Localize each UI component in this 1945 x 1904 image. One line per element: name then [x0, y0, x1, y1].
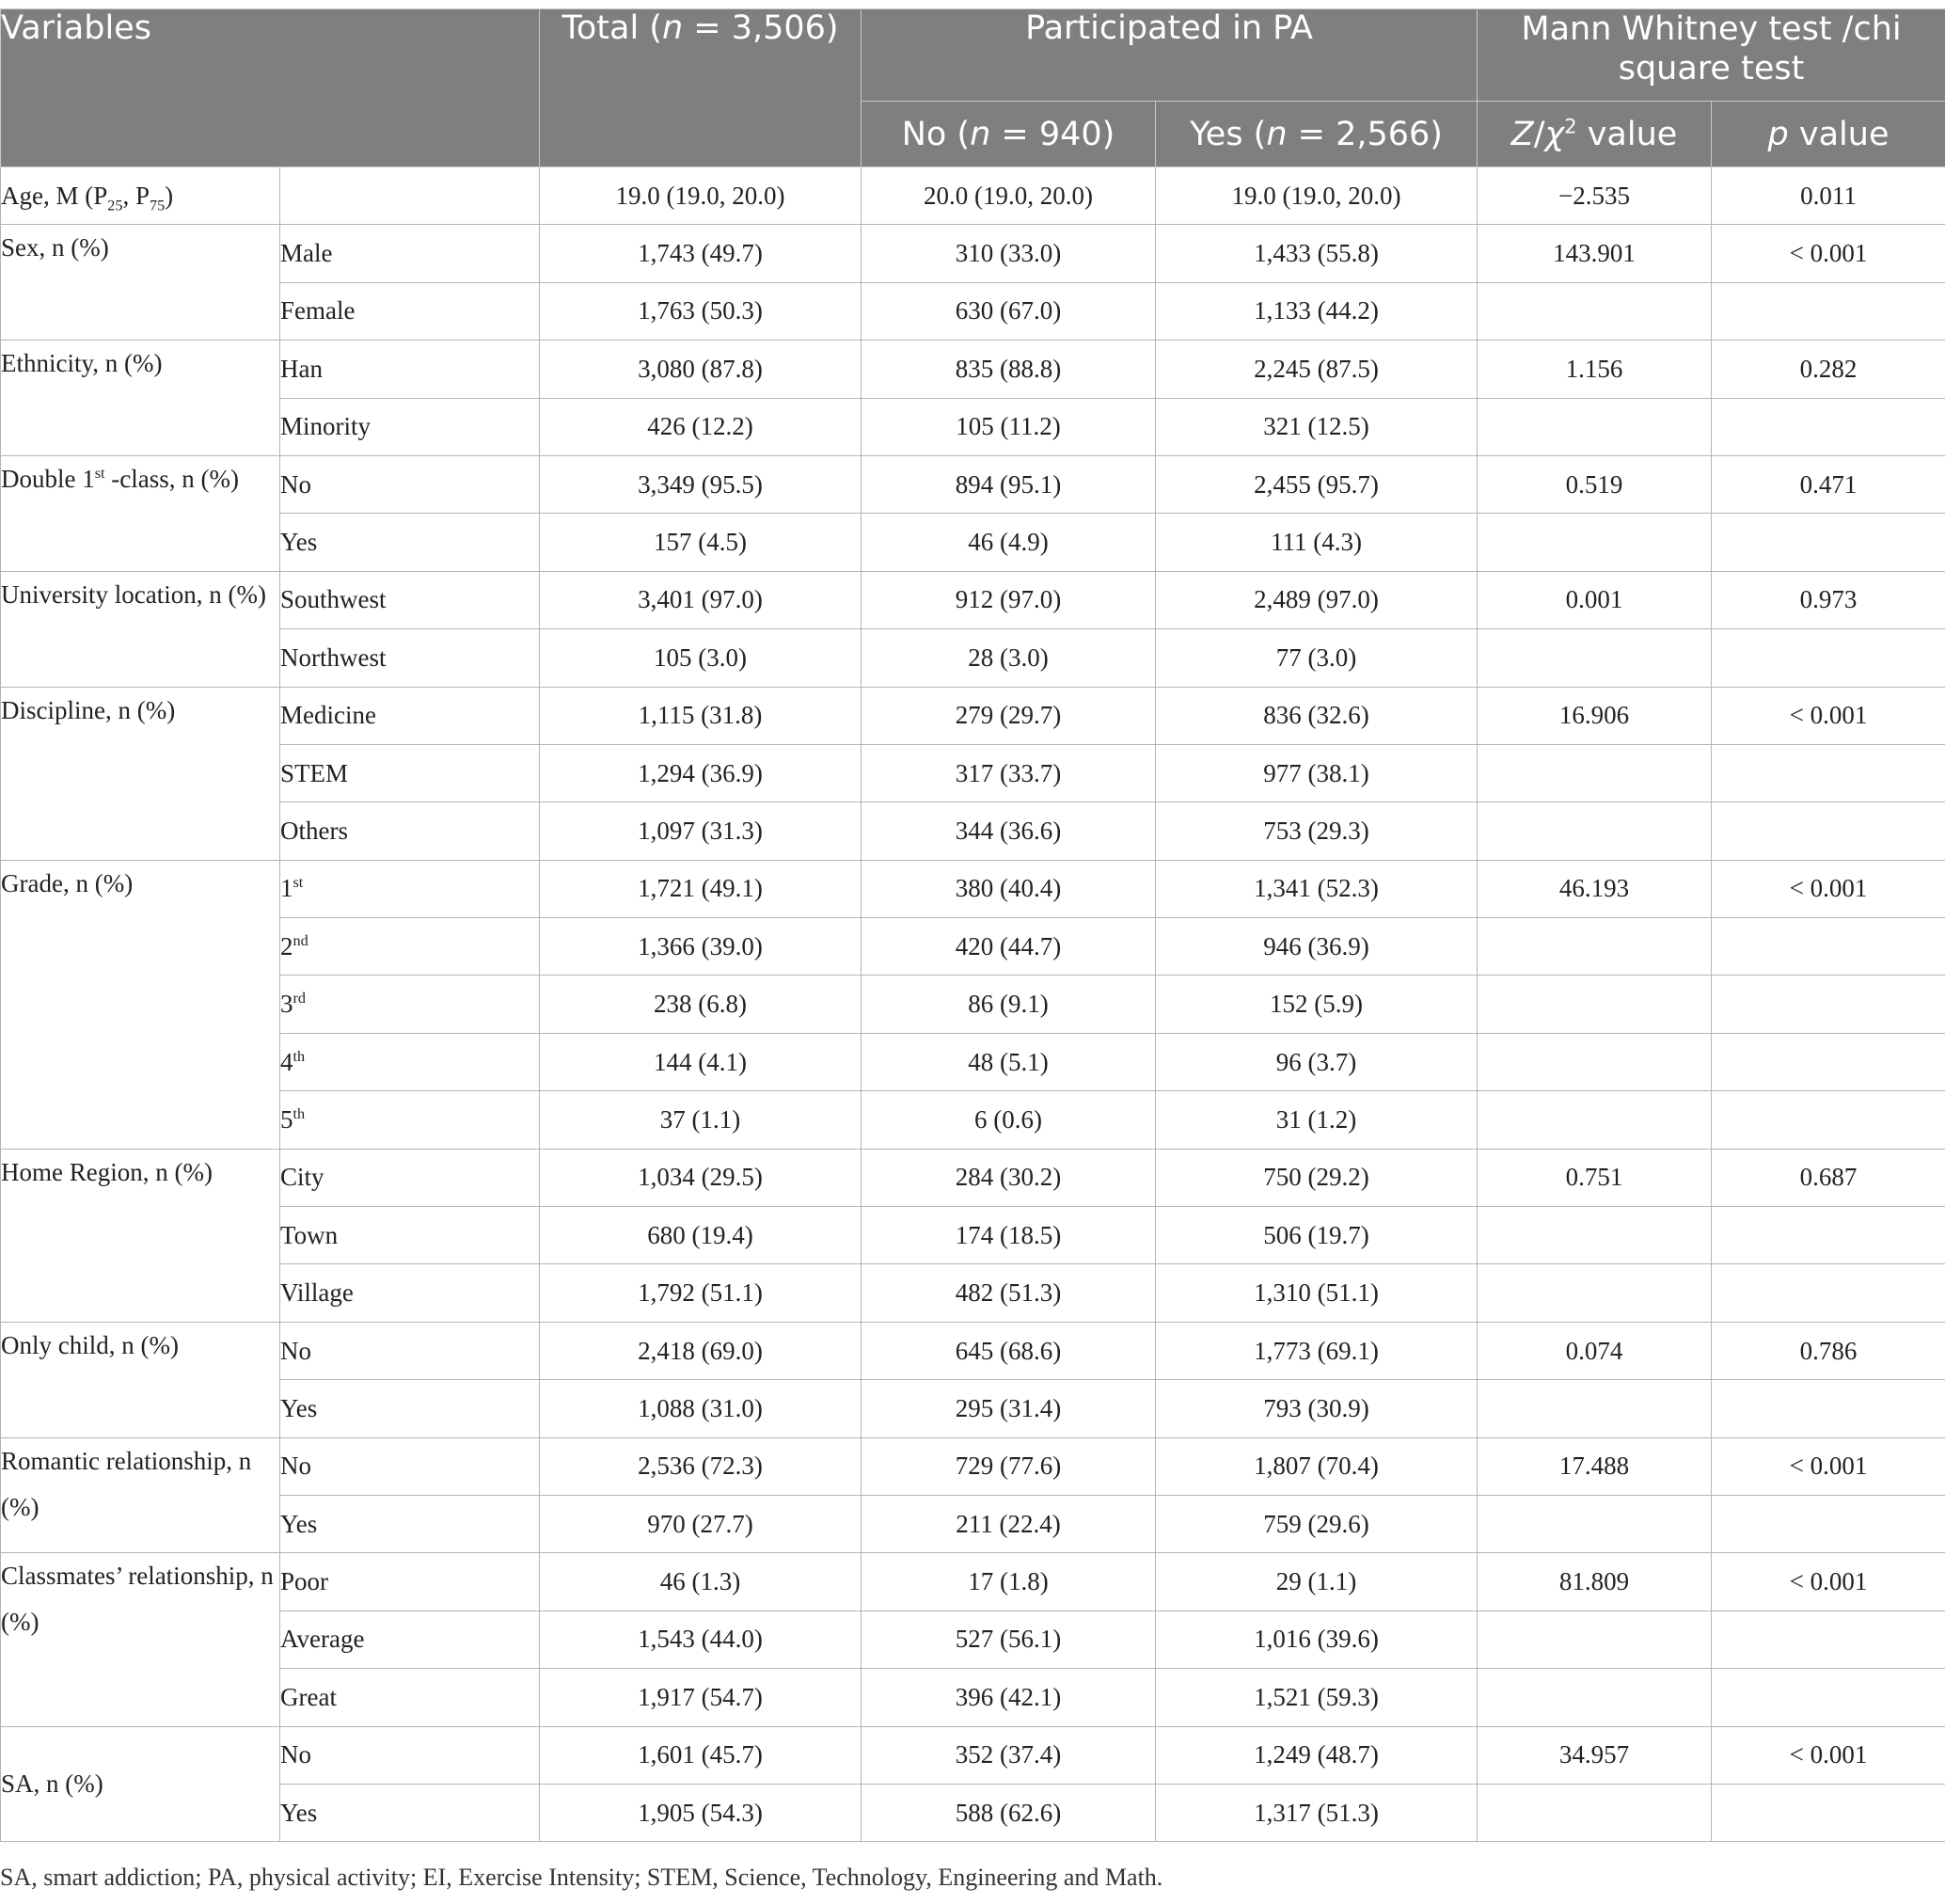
- stat-cell: [1478, 802, 1712, 860]
- table-row: [1, 860, 1945, 917]
- total-cell: 46 (1.3): [540, 1553, 862, 1610]
- no-cell: 835 (88.8): [862, 341, 1156, 398]
- total-cell: 1,097 (31.3): [540, 802, 862, 860]
- table-row: [1, 1091, 1945, 1149]
- yes-cell: 321 (12.5): [1156, 398, 1478, 455]
- variable-label: Home Region, n (%): [1, 1149, 280, 1322]
- category-cell: Others: [280, 802, 540, 860]
- category-cell: No: [280, 1726, 540, 1784]
- stat-cell: [1478, 398, 1712, 455]
- p-cell: [1712, 976, 1945, 1033]
- category-cell: Yes: [280, 1495, 540, 1552]
- p-cell: < 0.001: [1712, 225, 1945, 282]
- stat-cell: [1478, 1380, 1712, 1437]
- yes-cell: 1,773 (69.1): [1156, 1322, 1478, 1379]
- variable-label: Discipline, n (%): [1, 687, 280, 860]
- variable-label: Grade, n (%): [1, 860, 280, 1149]
- total-cell: 1,763 (50.3): [540, 282, 862, 340]
- stat-cell: [1478, 744, 1712, 801]
- category-cell: No: [280, 455, 540, 513]
- yes-cell: 1,016 (39.6): [1156, 1610, 1478, 1668]
- yes-cell: 1,433 (55.8): [1156, 225, 1478, 282]
- table-row: [1, 918, 1945, 976]
- yes-cell: 77 (3.0): [1156, 629, 1478, 687]
- header-variables: Variables: [1, 9, 540, 167]
- p-cell: [1712, 1264, 1945, 1322]
- stat-cell: [1478, 1091, 1712, 1149]
- no-cell: 645 (68.6): [862, 1322, 1156, 1379]
- total-cell: 3,349 (95.5): [540, 455, 862, 513]
- category-cell: STEM: [280, 744, 540, 801]
- no-cell: 284 (30.2): [862, 1149, 1156, 1206]
- stat-cell: 143.901: [1478, 225, 1712, 282]
- category-cell: No: [280, 1437, 540, 1495]
- p-cell: [1712, 1495, 1945, 1552]
- table-row: [1, 1264, 1945, 1322]
- p-cell: [1712, 398, 1945, 455]
- variable-label: Ethnicity, n (%): [1, 341, 280, 456]
- table-row: [1, 1784, 1945, 1841]
- total-cell: 1,743 (49.7): [540, 225, 862, 282]
- table-row: [1, 802, 1945, 860]
- total-cell: 157 (4.5): [540, 514, 862, 571]
- variable-label-age: Age, M ($P_{25}$, $P_{75}$): [1, 167, 280, 225]
- variable-label-double-first-class: Double 1st -class, n (%): [1, 455, 280, 571]
- category-cell: Yes: [280, 1380, 540, 1437]
- category-cell: Great: [280, 1669, 540, 1726]
- table-row: [1, 687, 1945, 744]
- stat-cell: 34.957: [1478, 1726, 1712, 1784]
- table-row: [1, 1149, 1945, 1206]
- table-body: [1, 167, 1945, 1842]
- stat-cell: 16.906: [1478, 687, 1712, 744]
- table-row: [1, 629, 1945, 687]
- yes-cell: 1,133 (44.2): [1156, 282, 1478, 340]
- total-cell: 1,294 (36.9): [540, 744, 862, 801]
- yes-cell: 1,341 (52.3): [1156, 860, 1478, 917]
- p-cell: [1712, 1207, 1945, 1264]
- category-cell: No: [280, 1322, 540, 1379]
- yes-cell: 1,317 (51.3): [1156, 1784, 1478, 1841]
- yes-cell: 19.0 (19.0, 20.0): [1156, 167, 1478, 225]
- yes-cell: 977 (38.1): [1156, 744, 1478, 801]
- table-row: [1, 282, 1945, 340]
- category-cell: Poor: [280, 1553, 540, 1610]
- p-cell: 0.011: [1712, 167, 1945, 225]
- table-row-age: [1, 167, 1945, 225]
- table-row: [1, 976, 1945, 1033]
- table-row: [1, 1610, 1945, 1668]
- yes-cell: 29 (1.1): [1156, 1553, 1478, 1610]
- total-cell: 1,115 (31.8): [540, 687, 862, 744]
- total-cell: 426 (12.2): [540, 398, 862, 455]
- category-cell: City: [280, 1149, 540, 1206]
- no-cell: 344 (36.6): [862, 802, 1156, 860]
- category-cell: Town: [280, 1207, 540, 1264]
- no-cell: 279 (29.7): [862, 687, 1156, 744]
- total-cell: 37 (1.1): [540, 1091, 862, 1149]
- no-cell: 630 (67.0): [862, 282, 1156, 340]
- yes-cell: 2,245 (87.5): [1156, 341, 1478, 398]
- header-stat-value: $Z/\chi^2$ value: [1478, 102, 1712, 167]
- stat-cell: [1478, 976, 1712, 1033]
- stat-cell: 46.193: [1478, 860, 1712, 917]
- stat-cell: [1478, 1669, 1712, 1726]
- category-cell: 2nd: [280, 918, 540, 976]
- yes-cell: 1,521 (59.3): [1156, 1669, 1478, 1726]
- category-cell: Medicine: [280, 687, 540, 744]
- stat-cell: [1478, 1495, 1712, 1552]
- header-test: Mann Whitney test /chi square test: [1478, 9, 1945, 102]
- category-cell: 4th: [280, 1033, 540, 1090]
- yes-cell: 152 (5.9): [1156, 976, 1478, 1033]
- table-footnote: SA, smart addiction; PA, physical activity; EI, Exercise Intensity; STEM, Science, Technology, Engineering and Math.: [0, 1864, 1163, 1891]
- header-total: Total (n = 3,506): [540, 9, 862, 167]
- p-cell: [1712, 744, 1945, 801]
- total-cell: 1,917 (54.7): [540, 1669, 862, 1726]
- p-cell: [1712, 1091, 1945, 1149]
- p-cell: 0.471: [1712, 455, 1945, 513]
- total-cell: 3,401 (97.0): [540, 571, 862, 628]
- category-cell: Han: [280, 341, 540, 398]
- table-row: [1, 1033, 1945, 1090]
- stat-cell: [1478, 918, 1712, 976]
- table-row: [1, 1380, 1945, 1437]
- p-cell: 0.282: [1712, 341, 1945, 398]
- table-row: [1, 571, 1945, 628]
- total-cell: 680 (19.4): [540, 1207, 862, 1264]
- yes-cell: 1,249 (48.7): [1156, 1726, 1478, 1784]
- stat-cell: 1.156: [1478, 341, 1712, 398]
- variable-label: Only child, n (%): [1, 1322, 280, 1437]
- variable-label: Romantic relationship, n (%): [1, 1437, 280, 1553]
- table-row: [1, 225, 1945, 282]
- stat-cell: 0.519: [1478, 455, 1712, 513]
- yes-cell: 111 (4.3): [1156, 514, 1478, 571]
- no-cell: 317 (33.7): [862, 744, 1156, 801]
- total-cell: 144 (4.1): [540, 1033, 862, 1090]
- stat-cell: [1478, 1264, 1712, 1322]
- stat-cell: [1478, 629, 1712, 687]
- p-cell: < 0.001: [1712, 1553, 1945, 1610]
- table-row: [1, 398, 1945, 455]
- total-cell: 970 (27.7): [540, 1495, 862, 1552]
- p-cell: < 0.001: [1712, 1437, 1945, 1495]
- no-cell: 588 (62.6): [862, 1784, 1156, 1841]
- no-cell: 352 (37.4): [862, 1726, 1156, 1784]
- category-cell: [280, 167, 540, 225]
- no-cell: 105 (11.2): [862, 398, 1156, 455]
- data-table: [0, 8, 1945, 1842]
- no-cell: 396 (42.1): [862, 1669, 1156, 1726]
- p-cell: 0.786: [1712, 1322, 1945, 1379]
- category-cell: Male: [280, 225, 540, 282]
- stat-cell: [1478, 282, 1712, 340]
- yes-cell: 31 (1.2): [1156, 1091, 1478, 1149]
- table-row: [1, 744, 1945, 801]
- no-cell: 295 (31.4): [862, 1380, 1156, 1437]
- table-row: [1, 1437, 1945, 1495]
- stat-cell: [1478, 1610, 1712, 1668]
- no-cell: 420 (44.7): [862, 918, 1156, 976]
- yes-cell: 759 (29.6): [1156, 1495, 1478, 1552]
- total-cell: 105 (3.0): [540, 629, 862, 687]
- no-cell: 174 (18.5): [862, 1207, 1156, 1264]
- total-cell: 1,792 (51.1): [540, 1264, 862, 1322]
- table-header: [1, 9, 1945, 167]
- p-cell: < 0.001: [1712, 1726, 1945, 1784]
- total-cell: 19.0 (19.0, 20.0): [540, 167, 862, 225]
- table-row: [1, 1322, 1945, 1379]
- yes-cell: 753 (29.3): [1156, 802, 1478, 860]
- table-row: [1, 514, 1945, 571]
- p-cell: < 0.001: [1712, 860, 1945, 917]
- p-cell: [1712, 1033, 1945, 1090]
- yes-cell: 1,310 (51.1): [1156, 1264, 1478, 1322]
- stat-cell: [1478, 514, 1712, 571]
- no-cell: 482 (51.3): [862, 1264, 1156, 1322]
- table-row: [1, 1207, 1945, 1264]
- yes-cell: 2,489 (97.0): [1156, 571, 1478, 628]
- table-row: [1, 455, 1945, 513]
- table-row: [1, 1726, 1945, 1784]
- total-cell: 2,418 (69.0): [540, 1322, 862, 1379]
- no-cell: 86 (9.1): [862, 976, 1156, 1033]
- stat-cell: 0.751: [1478, 1149, 1712, 1206]
- p-cell: [1712, 802, 1945, 860]
- p-cell: [1712, 629, 1945, 687]
- category-cell: Female: [280, 282, 540, 340]
- total-cell: 1,543 (44.0): [540, 1610, 862, 1668]
- no-cell: 28 (3.0): [862, 629, 1156, 687]
- yes-cell: 793 (30.9): [1156, 1380, 1478, 1437]
- yes-cell: 1,807 (70.4): [1156, 1437, 1478, 1495]
- variable-label: University location, n (%): [1, 571, 280, 687]
- yes-cell: 836 (32.6): [1156, 687, 1478, 744]
- yes-cell: 2,455 (95.7): [1156, 455, 1478, 513]
- yes-cell: 506 (19.7): [1156, 1207, 1478, 1264]
- p-cell: [1712, 514, 1945, 571]
- p-cell: 0.973: [1712, 571, 1945, 628]
- total-cell: 1,366 (39.0): [540, 918, 862, 976]
- stat-cell: [1478, 1784, 1712, 1841]
- total-cell: 1,601 (45.7): [540, 1726, 862, 1784]
- no-cell: 729 (77.6): [862, 1437, 1156, 1495]
- total-cell: 1,721 (49.1): [540, 860, 862, 917]
- p-cell: [1712, 1669, 1945, 1726]
- category-cell: Minority: [280, 398, 540, 455]
- no-cell: 6 (0.6): [862, 1091, 1156, 1149]
- total-cell: 1,034 (29.5): [540, 1149, 862, 1206]
- total-cell: 1,088 (31.0): [540, 1380, 862, 1437]
- no-cell: 17 (1.8): [862, 1553, 1156, 1610]
- category-cell: Northwest: [280, 629, 540, 687]
- header-yes: Yes (n = 2,566): [1156, 102, 1478, 167]
- stat-cell: 0.074: [1478, 1322, 1712, 1379]
- p-cell: [1712, 918, 1945, 976]
- no-cell: 20.0 (19.0, 20.0): [862, 167, 1156, 225]
- category-cell: Yes: [280, 1784, 540, 1841]
- stat-cell: −2.535: [1478, 167, 1712, 225]
- no-cell: 211 (22.4): [862, 1495, 1156, 1552]
- header-participated-pa: Participated in PA: [862, 9, 1478, 102]
- category-cell: Southwest: [280, 571, 540, 628]
- p-cell: [1712, 1380, 1945, 1437]
- variable-label: Sex, n (%): [1, 225, 280, 341]
- stat-cell: 17.488: [1478, 1437, 1712, 1495]
- stat-cell: [1478, 1207, 1712, 1264]
- p-cell: [1712, 1610, 1945, 1668]
- header-no: No (n = 940): [862, 102, 1156, 167]
- no-cell: 310 (33.0): [862, 225, 1156, 282]
- category-cell: 3rd: [280, 976, 540, 1033]
- total-cell: 3,080 (87.8): [540, 341, 862, 398]
- category-cell: 1st: [280, 860, 540, 917]
- table-row: [1, 1495, 1945, 1552]
- table-row: [1, 341, 1945, 398]
- table-row: [1, 1669, 1945, 1726]
- p-cell: [1712, 282, 1945, 340]
- category-cell: Village: [280, 1264, 540, 1322]
- stat-cell: 81.809: [1478, 1553, 1712, 1610]
- no-cell: 894 (95.1): [862, 455, 1156, 513]
- header-p-value: p value: [1712, 102, 1945, 167]
- total-cell: 1,905 (54.3): [540, 1784, 862, 1841]
- no-cell: 912 (97.0): [862, 571, 1156, 628]
- stat-cell: [1478, 1033, 1712, 1090]
- p-cell: [1712, 1784, 1945, 1841]
- yes-cell: 946 (36.9): [1156, 918, 1478, 976]
- yes-cell: 750 (29.2): [1156, 1149, 1478, 1206]
- variable-label: SA, n (%): [1, 1726, 280, 1842]
- p-cell: 0.687: [1712, 1149, 1945, 1206]
- variable-label: Classmates’ relationship, n (%): [1, 1553, 280, 1726]
- yes-cell: 96 (3.7): [1156, 1033, 1478, 1090]
- no-cell: 527 (56.1): [862, 1610, 1156, 1668]
- no-cell: 46 (4.9): [862, 514, 1156, 571]
- category-cell: Yes: [280, 514, 540, 571]
- table-row: [1, 1553, 1945, 1610]
- stat-cell: 0.001: [1478, 571, 1712, 628]
- total-cell: 2,536 (72.3): [540, 1437, 862, 1495]
- category-cell: 5th: [280, 1091, 540, 1149]
- no-cell: 48 (5.1): [862, 1033, 1156, 1090]
- total-cell: 238 (6.8): [540, 976, 862, 1033]
- p-cell: < 0.001: [1712, 687, 1945, 744]
- no-cell: 380 (40.4): [862, 860, 1156, 917]
- category-cell: Average: [280, 1610, 540, 1668]
